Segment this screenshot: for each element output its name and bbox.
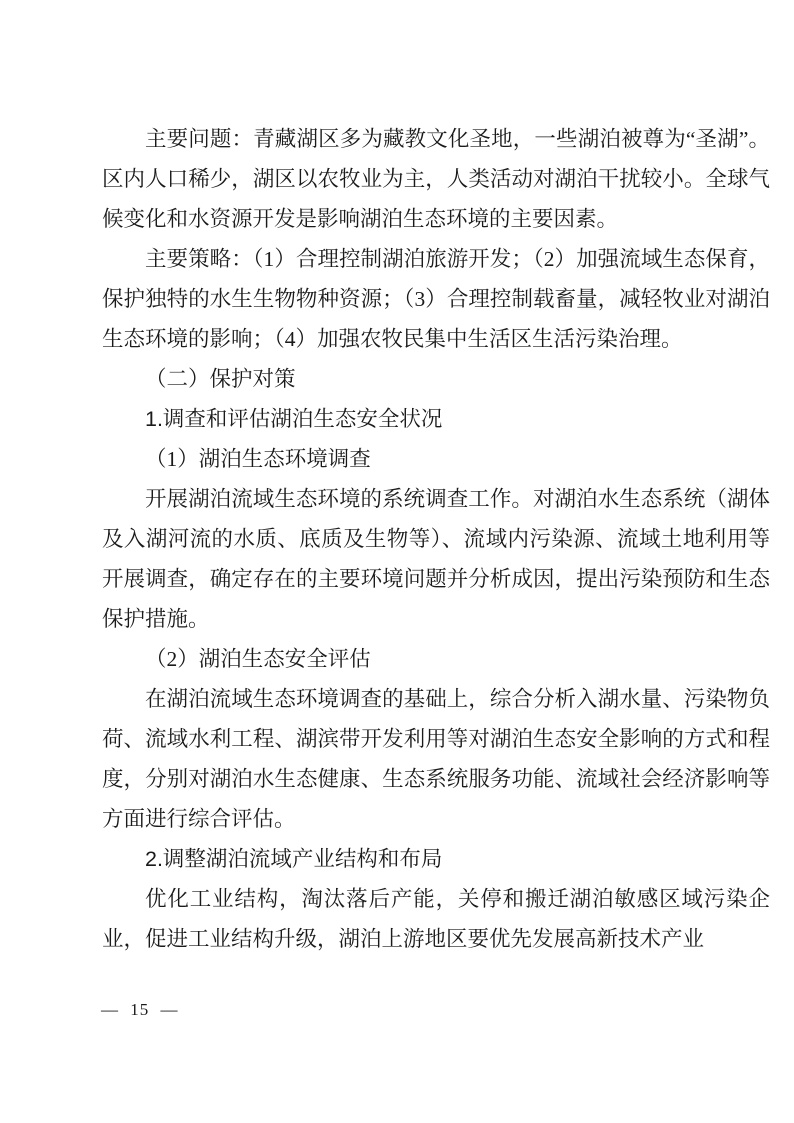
- subheading-lake-eco-safety-assessment: （2）湖泊生态安全评估: [145, 647, 371, 671]
- document-content: [102, 119, 770, 959]
- page-footer: [101, 999, 179, 1021]
- subheading-lake-eco-environment-survey: （1）湖泊生态环境调查: [145, 447, 371, 471]
- section-heading-protection-measures: （二）保护对策: [145, 367, 296, 391]
- paragraph-main-strategies: 主要策略：（1）合理控制湖泊旅游开发；（2）加强流域生态保育，保护独特的水生生物物种资源；（3）合理控制载畜量，减轻牧业对湖泊生态环境的影响；（4）加强农牧民集中生活区生活污染治理。: [102, 247, 770, 351]
- paragraph-industry-optimization: 优化工业结构，淘汰落后产能，关停和搬迁湖泊敏感区域污染企业，促进工业结构升级，湖泊上游地区要优先发展高新技术产业: [102, 887, 770, 951]
- paragraph-main-issues: 主要问题：青藏湖区多为藏教文化圣地，一些湖泊被尊为“圣湖”。区内人口稀少，湖区以农牧业为主，人类活动对湖泊干扰较小。全球气候变化和水资源开发是影响湖泊生态环境的主要因素。: [102, 127, 770, 231]
- heading-adjust-industry-structure-layout: 2.调整湖泊流域产业结构和布局: [145, 847, 443, 871]
- paragraph-survey-details: 开展湖泊流域生态环境的系统调查工作。对湖泊水生态系统（湖体及入湖河流的水质、底质及生物等）、流域内污染源、流域土地利用等开展调查，确定存在的主要环境问题并分析成因，提出污染预防和生态保护措施。: [102, 487, 770, 631]
- heading-survey-and-assess-lake-eco-safety: 1.调查和评估湖泊生态安全状况: [145, 407, 443, 431]
- paragraph-assessment-details: 在湖泊流域生态环境调查的基础上，综合分析入湖水量、污染物负荷、流域水利工程、湖滨带开发利用等对湖泊生态安全影响的方式和程度，分别对湖泊水生态健康、生态系统服务功能、流域社会经济影响等方面进行综合评估。: [102, 687, 770, 831]
- page-number: — 15 —: [101, 1000, 179, 1019]
